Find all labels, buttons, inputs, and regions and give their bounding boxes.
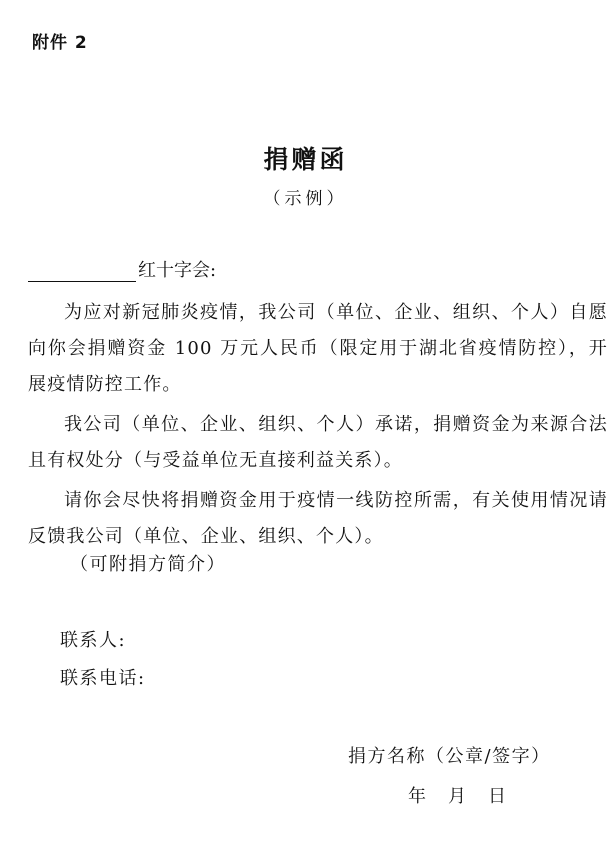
letter-body: [28, 295, 608, 555]
page-title: 捐赠函: [263, 145, 348, 174]
salutation-recipient: 红十字会:: [138, 260, 217, 281]
date-year: 年: [408, 786, 426, 807]
salutation: [28, 256, 216, 282]
body-paragraph-3: 请你会尽快将捐赠资金用于疫情一线防控所需，有关使用情况请反馈我公司（单位、企业、组织、个人）。: [28, 490, 608, 547]
recipient-blank-line: [28, 260, 136, 282]
body-paragraph-2: 我公司（单位、企业、组织、个人）承诺，捐赠资金为来源合法且有权处分（与受益单位无直接利益关系）。: [28, 414, 608, 471]
date-day: 日: [488, 786, 506, 807]
body-paragraph-1: 为应对新冠肺炎疫情，我公司（单位、企业、组织、个人）自愿向你会捐赠资金 100 万元人民币（限定用于湖北省疫情防控），开展疫情防控工作。: [28, 302, 608, 395]
signature-date: [408, 782, 528, 808]
page-subtitle: （示例）: [263, 189, 348, 209]
contact-phone-label: 联系电话:: [60, 668, 146, 689]
donor-intro-note: （可附捐方简介）: [70, 554, 226, 575]
contact-person-label: 联系人:: [60, 630, 127, 651]
attachment-label: 附件 2: [32, 33, 88, 53]
signer-label: 捐方名称（公章/签字）: [348, 746, 551, 767]
date-month: 月: [448, 786, 466, 807]
